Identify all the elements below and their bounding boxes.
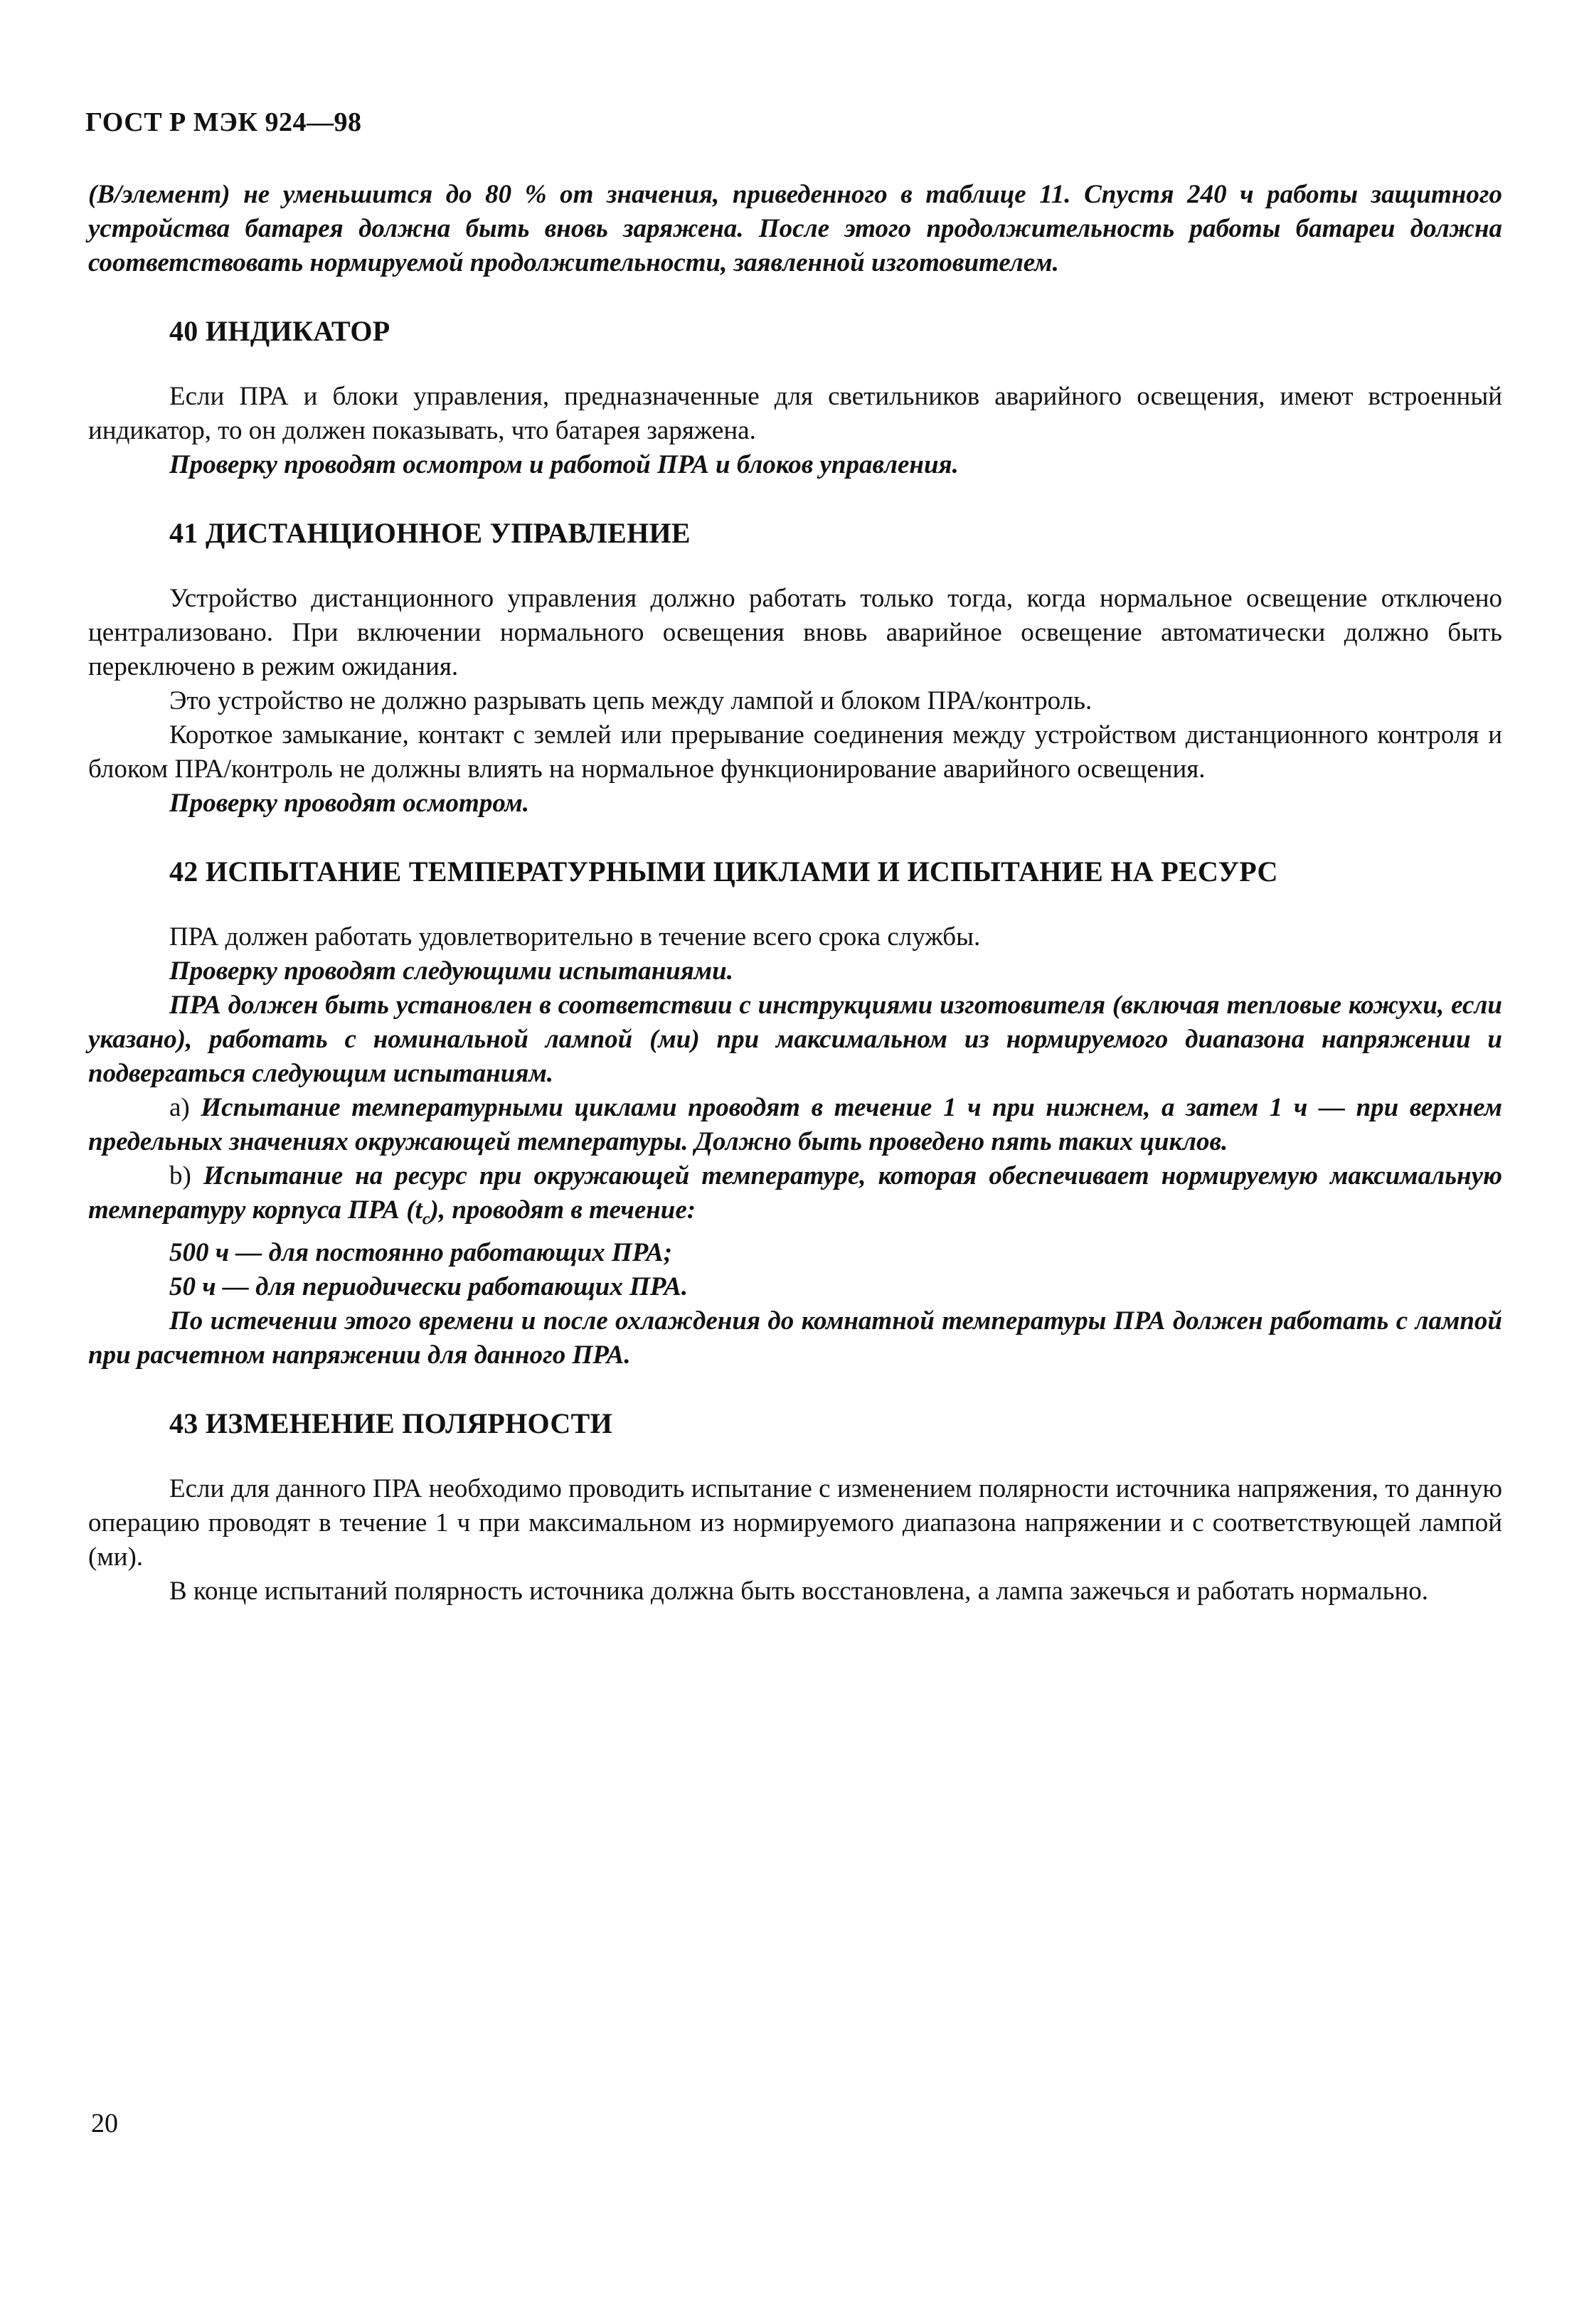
section-42-paragraph-1: ПРА должен работать удовлетворительно в течение всего срока службы.: [169, 922, 981, 952]
section-42-item-b: [88, 1159, 1502, 1236]
item-a-text: Испытание температурными циклами проводят в течение 1 ч при нижнем, а затем 1 ч — при верхнем предельных значениях окружающей температуры. Должно быть проведено пять таких циклов.: [88, 1093, 1503, 1156]
section-42-list-line-2: 50 ч — для периодически работающих ПРА.: [169, 1272, 689, 1302]
section-41-paragraph-1: Устройство дистанционного управления должно работать только тогда, когда нормальное освещение отключено централизовано. При включении нормального освещения вновь аварийное освещение автоматически должно быть переключено в режим ожидания.: [88, 584, 1502, 681]
item-b-text-1: Испытание на ресурс при окружающей температуре, которая обеспечивает нормируемую максимальную температуру корпуса ПРА (t: [88, 1161, 1502, 1225]
section-42-item-a: [88, 1091, 1502, 1159]
item-b-text-2: ), проводят в течение:: [430, 1195, 696, 1225]
item-a-marker: а): [169, 1093, 190, 1122]
section-43-paragraph-1: Если для данного ПРА необходимо проводить испытание с изменением полярности источника напряжения, то данную операцию проводят в течение 1 ч при максимальном из нормируемого диапазона напряжении и с соответствующей лампой (ми).: [88, 1474, 1502, 1572]
section-42-heading: 42 ИСПЫТАНИЕ ТЕМПЕРАТУРНЫМИ ЦИКЛАМИ И ИСПЫТАНИЕ НА РЕСУРС: [169, 855, 1278, 888]
section-40-check-note: Проверку проводят осмотром и работой ПРА и блоков управления.: [169, 450, 959, 479]
section-41-paragraph-2: Это устройство не должно разрывать цепь между лампой и блоком ПРА/контроль.: [169, 686, 1093, 715]
document-body: [88, 178, 1502, 1609]
section-43-heading: 43 ИЗМЕНЕНИЕ ПОЛЯРНОСТИ: [169, 1407, 613, 1440]
section-42-paragraph-3: ПРА должен быть установлен в соответствии с инструкциями изготовителя (включая тепловые кожухи, если указано), работать с номинальной лампой (ми) при максимальном из нормируемого диапазона напряжении и подвергаться следующим испытаниям.: [88, 991, 1502, 1088]
section-40-paragraph-1: Если ПРА и блоки управления, предназначенные для светильников аварийного освещения, имеют встроенный индикатор, то он должен показывать, что батарея заряжена.: [88, 382, 1502, 445]
document-header: ГОСТ Р МЭК 924—98: [85, 107, 362, 137]
section-43-paragraph-2: В конце испытаний полярность источника должна быть восстановлена, а лампа зажечься и работать нормально.: [169, 1577, 1429, 1606]
section-42-list-line-1: 500 ч — для постоянно работающих ПРА;: [169, 1238, 673, 1268]
section-42-paragraph-4: По истечении этого времени и после охлаждения до комнатной температуры ПРА должен работать с лампой при расчетном напряжении для данного ПРА.: [88, 1306, 1502, 1370]
section-42-check-note: Проверку проводят следующими испытаниями.: [169, 956, 733, 986]
intro-paragraph: (В/элемент) не уменьшится до 80 % от значения, приведенного в таблице 11. Спустя 240 ч работы защитного устройства батарея должна быть вновь заряжена. После этого продолжительность работы батареи должна соответствовать нормируемой продолжительности, заявленной изготовителем.: [88, 180, 1502, 277]
section-41-heading: 41 ДИСТАНЦИОННОЕ УПРАВЛЕНИЕ: [169, 517, 691, 549]
item-b-marker: b): [169, 1161, 191, 1190]
section-41-check-note: Проверку проводят осмотром.: [169, 789, 530, 818]
item-b-subscript: c: [422, 1210, 430, 1229]
page-number: 20: [91, 2109, 118, 2138]
section-40-heading: 40 ИНДИКАТОР: [169, 315, 390, 347]
section-41-paragraph-3: Короткое замыкание, контакт с землей или прерывание соединения между устройством дистанционного контроля и блоком ПРА/контроль не должны влиять на нормальное функционирование аварийного освещения.: [88, 720, 1502, 784]
